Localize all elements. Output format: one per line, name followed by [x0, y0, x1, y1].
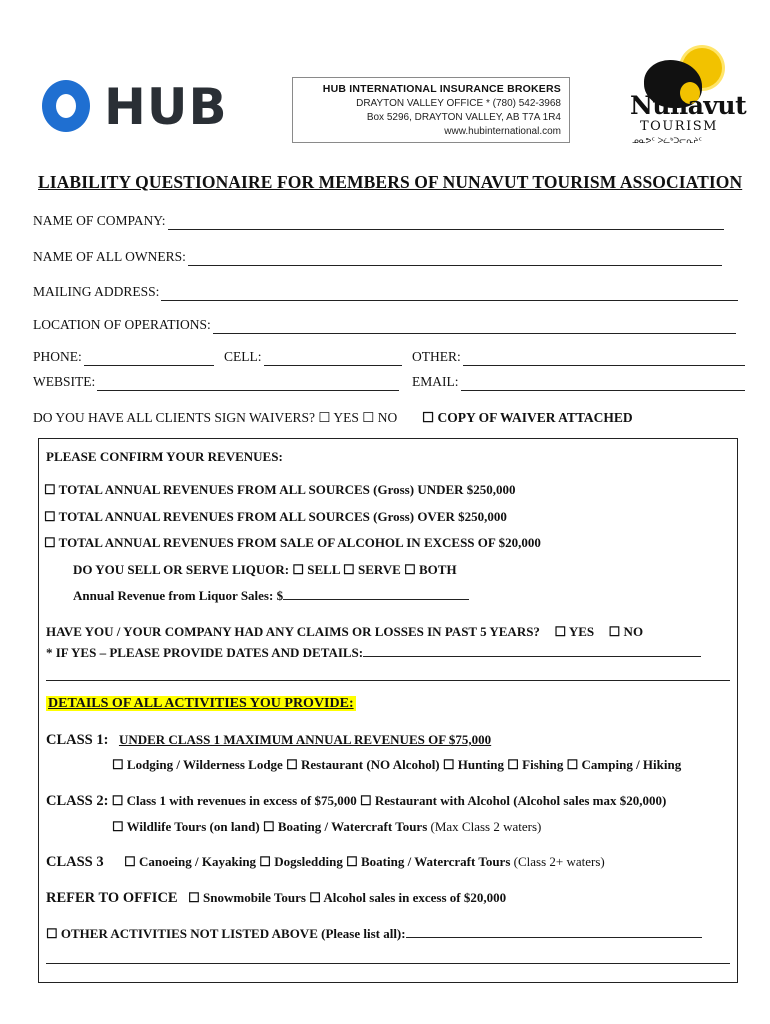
- broker-info-box: [292, 77, 570, 143]
- other-activities-field[interactable]: [46, 925, 702, 942]
- email-field[interactable]: [412, 373, 745, 391]
- revenue-option-under[interactable]: ☐ TOTAL ANNUAL REVENUES FROM ALL SOURCES (Gross) UNDER $250,000: [44, 482, 516, 497]
- class2-items-b-note: (Max Class 2 waters): [430, 819, 542, 834]
- mailing-label: MAILING ADDRESS:: [33, 284, 160, 299]
- location-line[interactable]: [213, 321, 736, 334]
- other-line[interactable]: [463, 353, 745, 366]
- class2-items-b-row: [112, 818, 541, 835]
- company-field[interactable]: [33, 212, 724, 230]
- waiver-attached-checkbox[interactable]: ☐ COPY OF WAIVER ATTACHED: [421, 410, 633, 425]
- waiver-yes-checkbox[interactable]: ☐ YES: [318, 410, 359, 425]
- activities-heading: DETAILS OF ALL ACTIVITIES YOU PROVIDE:: [48, 696, 354, 711]
- email-label: EMAIL:: [412, 374, 459, 389]
- nt-logo-line3: ᓄᓇᕗᑦ ᐳᓛᒃᑐᓕᕆᔨᑦ: [632, 136, 702, 145]
- waiver-no-checkbox[interactable]: ☐ NO: [362, 410, 398, 425]
- website-line[interactable]: [97, 378, 399, 391]
- owners-field[interactable]: [33, 248, 722, 266]
- class3-label: CLASS 3: [46, 854, 104, 870]
- class3-row: [46, 853, 605, 871]
- claims-details-label: * IF YES – PLEASE PROVIDE DATES AND DETAILS:: [46, 645, 364, 660]
- nunavut-tourism-logo: [622, 48, 747, 148]
- hub-logo-text: HUB: [104, 78, 228, 136]
- claims-details-field[interactable]: [46, 644, 701, 661]
- page-title: LIABILITY QUESTIONAIRE FOR MEMBERS OF NUNAVUT TOURISM ASSOCIATION: [38, 172, 743, 192]
- liquor-revenue-label: Annual Revenue from Liquor Sales: $: [73, 588, 284, 603]
- broker-address: Box 5296, DRAYTON VALLEY, AB T7A 1R4: [366, 112, 561, 123]
- class2-row: [46, 792, 666, 810]
- revenues-heading: PLEASE CONFIRM YOUR REVENUES:: [46, 449, 283, 464]
- mailing-field[interactable]: [33, 283, 738, 301]
- website-field[interactable]: [33, 373, 399, 391]
- claims-yes-checkbox[interactable]: ☐ YES: [554, 624, 595, 639]
- location-label: LOCATION OF OPERATIONS:: [33, 317, 211, 332]
- claims-question: HAVE YOU / YOUR COMPANY HAD ANY CLAIMS OR LOSSES IN PAST 5 YEARS?: [46, 624, 540, 639]
- other-activities-label: ☐ OTHER ACTIVITIES NOT LISTED ABOVE (Please list all):: [46, 926, 406, 941]
- company-label: NAME OF COMPANY:: [33, 213, 166, 228]
- cell-label: CELL:: [224, 349, 262, 364]
- class2-items-b[interactable]: ☐ Wildlife Tours (on land) ☐ Boating / Watercraft Tours: [112, 819, 428, 834]
- nt-logo-line1: Nunavut: [630, 91, 747, 120]
- liquor-question[interactable]: DO YOU SELL OR SERVE LIQUOR: ☐ SELL ☐ SERVE ☐ BOTH: [73, 562, 457, 577]
- class2-items[interactable]: ☐ Class 1 with revenues in excess of $75,000 ☐ Restaurant with Alcohol (Alcohol sales max $20,000): [111, 793, 667, 808]
- mailing-line[interactable]: [161, 288, 738, 301]
- email-line[interactable]: [461, 378, 745, 391]
- other-field[interactable]: [412, 348, 745, 366]
- location-field[interactable]: [33, 316, 736, 334]
- class1-row: [46, 731, 491, 749]
- nt-logo-line2: TOURISM: [640, 119, 718, 134]
- revenue-option-alcohol[interactable]: ☐ TOTAL ANNUAL REVENUES FROM SALE OF ALCOHOL IN EXCESS OF $20,000: [44, 535, 541, 550]
- class1-desc: UNDER CLASS 1 MAXIMUM ANNUAL REVENUES OF $75,000: [118, 732, 492, 747]
- website-label: WEBSITE:: [33, 374, 96, 389]
- hub-logo: [42, 78, 242, 146]
- claims-details-line-2[interactable]: [46, 680, 730, 681]
- owners-label: NAME OF ALL OWNERS:: [33, 249, 186, 264]
- refer-row: [46, 889, 506, 907]
- activities-heading-row: [46, 694, 356, 712]
- owners-line[interactable]: [188, 253, 722, 266]
- claims-row: [46, 623, 643, 640]
- revenue-option-over[interactable]: ☐ TOTAL ANNUAL REVENUES FROM ALL SOURCES (Gross) OVER $250,000: [44, 509, 507, 524]
- liquor-revenue-line[interactable]: [283, 589, 469, 600]
- waiver-question-row: [33, 410, 633, 426]
- phone-line[interactable]: [84, 353, 214, 366]
- class1-items[interactable]: ☐ Lodging / Wilderness Lodge ☐ Restaurant (NO Alcohol) ☐ Hunting ☐ Fishing ☐ Camping / Hiking: [112, 757, 682, 772]
- phone-label: PHONE:: [33, 349, 82, 364]
- broker-name: HUB INTERNATIONAL INSURANCE BROKERS: [322, 83, 561, 95]
- class3-note: (Class 2+ waters): [513, 854, 605, 869]
- company-line[interactable]: [168, 217, 724, 230]
- other-label: OTHER:: [412, 349, 461, 364]
- waiver-question: DO YOU HAVE ALL CLIENTS SIGN WAIVERS?: [33, 410, 315, 425]
- other-activities-line[interactable]: [406, 927, 702, 938]
- refer-items[interactable]: ☐ Snowmobile Tours ☐ Alcohol sales in excess of $20,000: [188, 890, 507, 905]
- phone-field[interactable]: [33, 348, 214, 366]
- cell-line[interactable]: [264, 353, 402, 366]
- broker-office: DRAYTON VALLEY OFFICE * (780) 542-3968: [356, 98, 561, 109]
- hub-logo-ring-icon: [42, 80, 90, 132]
- cell-field[interactable]: [224, 348, 402, 366]
- broker-website: www.hubinternational.com: [444, 126, 561, 137]
- other-activities-line-2[interactable]: [46, 963, 730, 964]
- class1-label: CLASS 1:: [46, 732, 109, 748]
- class3-items[interactable]: ☐ Canoeing / Kayaking ☐ Dogsledding ☐ Boating / Watercraft Tours: [124, 854, 511, 869]
- claims-details-line[interactable]: [363, 646, 701, 657]
- class2-label: CLASS 2:: [46, 793, 109, 809]
- claims-no-checkbox[interactable]: ☐ NO: [608, 624, 644, 639]
- refer-label: REFER TO OFFICE: [46, 890, 178, 906]
- liquor-revenue-field[interactable]: [73, 587, 469, 604]
